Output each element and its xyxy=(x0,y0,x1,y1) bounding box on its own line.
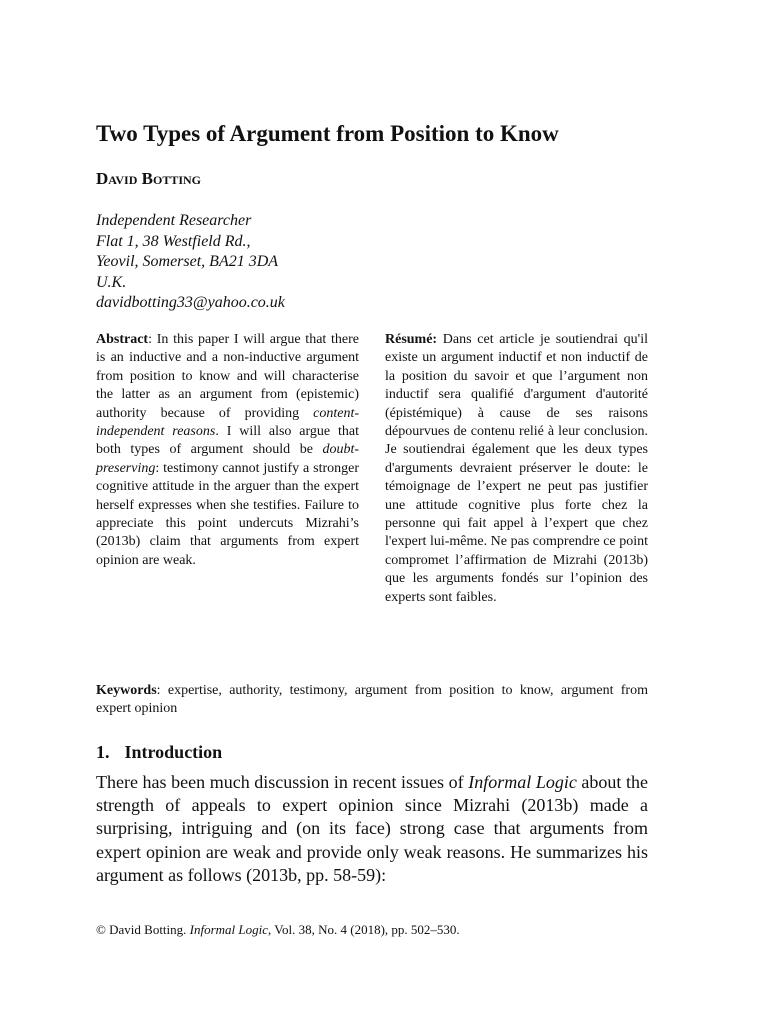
abstract-label: Abstract xyxy=(96,332,149,347)
keywords-label: Keywords xyxy=(96,683,157,698)
author-name: David Botting xyxy=(96,169,201,188)
footer-text-1: © David Botting. xyxy=(96,922,190,937)
body-journal-name: Informal Logic xyxy=(468,772,577,792)
body-text-1: There has been much discussion in recent issues of xyxy=(96,772,469,792)
abstract-emphasis-2: doubt-preserving xyxy=(96,442,359,476)
section-title: Introduction xyxy=(124,742,223,762)
abstract-text-2: . I will also argue that both types of argument should be xyxy=(96,424,359,458)
affiliation-line: Yeovil, Somerset, BA21 3DA xyxy=(96,253,279,270)
author-email: davidbotting33@yahoo.co.uk xyxy=(96,294,285,311)
section-number: 1. xyxy=(96,742,110,762)
keywords-text: : expertise, authority, testimony, argument from position to know, argument from expert opinion xyxy=(96,683,648,717)
abstract-french xyxy=(385,331,648,607)
author-affiliation xyxy=(96,211,496,314)
body-paragraph xyxy=(96,771,648,887)
affiliation-line: Flat 1, 38 Westfield Rd., xyxy=(96,232,251,250)
body-text-2: about the strength of appeals to expert opinion since Mizrahi (2013b) made a surprising, intriguing and (on its face) strong case that arguments from expert opinion are weak and provide only weak reasons. He summarizes his argument as follows (2013b, pp. 58-59): xyxy=(96,772,648,885)
abstract-emphasis-1: content-independent reasons xyxy=(96,405,359,440)
copyright-footer xyxy=(96,921,656,938)
resume-text: Dans cet article je soutiendrai qu'il existe un argument inductif et non inductif de la position du savoir et que l’argument non inductif sera qualifié d'argument d'autorité (épistémique) à cause de ses raisons dépourvues de contenu relié à leur conclusion. Je soutiendrai également que les deux types d'arguments devraient préserver le doute: le témoignage de l’expert ne peut pas justifier une attitude cognitive plus forte chez la personne qui fait appel à l’expert que chez l'expert lui-même. Ne pas comprendre ce point compromet l’affirmation de Mizrahi (2013b) que les arguments fondés sur l’opinion des experts sont faibles. xyxy=(385,332,648,605)
footer-text-2: , Vol. 38, No. 4 (2018), pp. 502–530. xyxy=(268,922,460,937)
affiliation-line: Independent Researcher xyxy=(96,212,252,229)
affiliation-line: U.K. xyxy=(96,273,127,291)
section-heading xyxy=(96,742,222,763)
paper-title: Two Types of Argument from Position to Know xyxy=(96,121,559,146)
abstract-english xyxy=(96,331,359,570)
footer-journal: Informal Logic xyxy=(189,922,269,937)
keywords xyxy=(96,682,648,719)
abstract-text-3: : testimony cannot justify a stronger cognitive attitude in the arguer than the expert herself expresses when she testifies. Failure to appreciate this point undercuts Mizrahi’s (2013b) claim that arguments from expert opinion are weak. xyxy=(96,460,359,568)
resume-label: Résumé: xyxy=(385,332,438,347)
abstract-text-1: : In this paper I will argue that there is an inductive and a non-inductive argument from position to know and will characterise the latter as an argument from (epistemic) authority because of providing xyxy=(96,332,359,421)
